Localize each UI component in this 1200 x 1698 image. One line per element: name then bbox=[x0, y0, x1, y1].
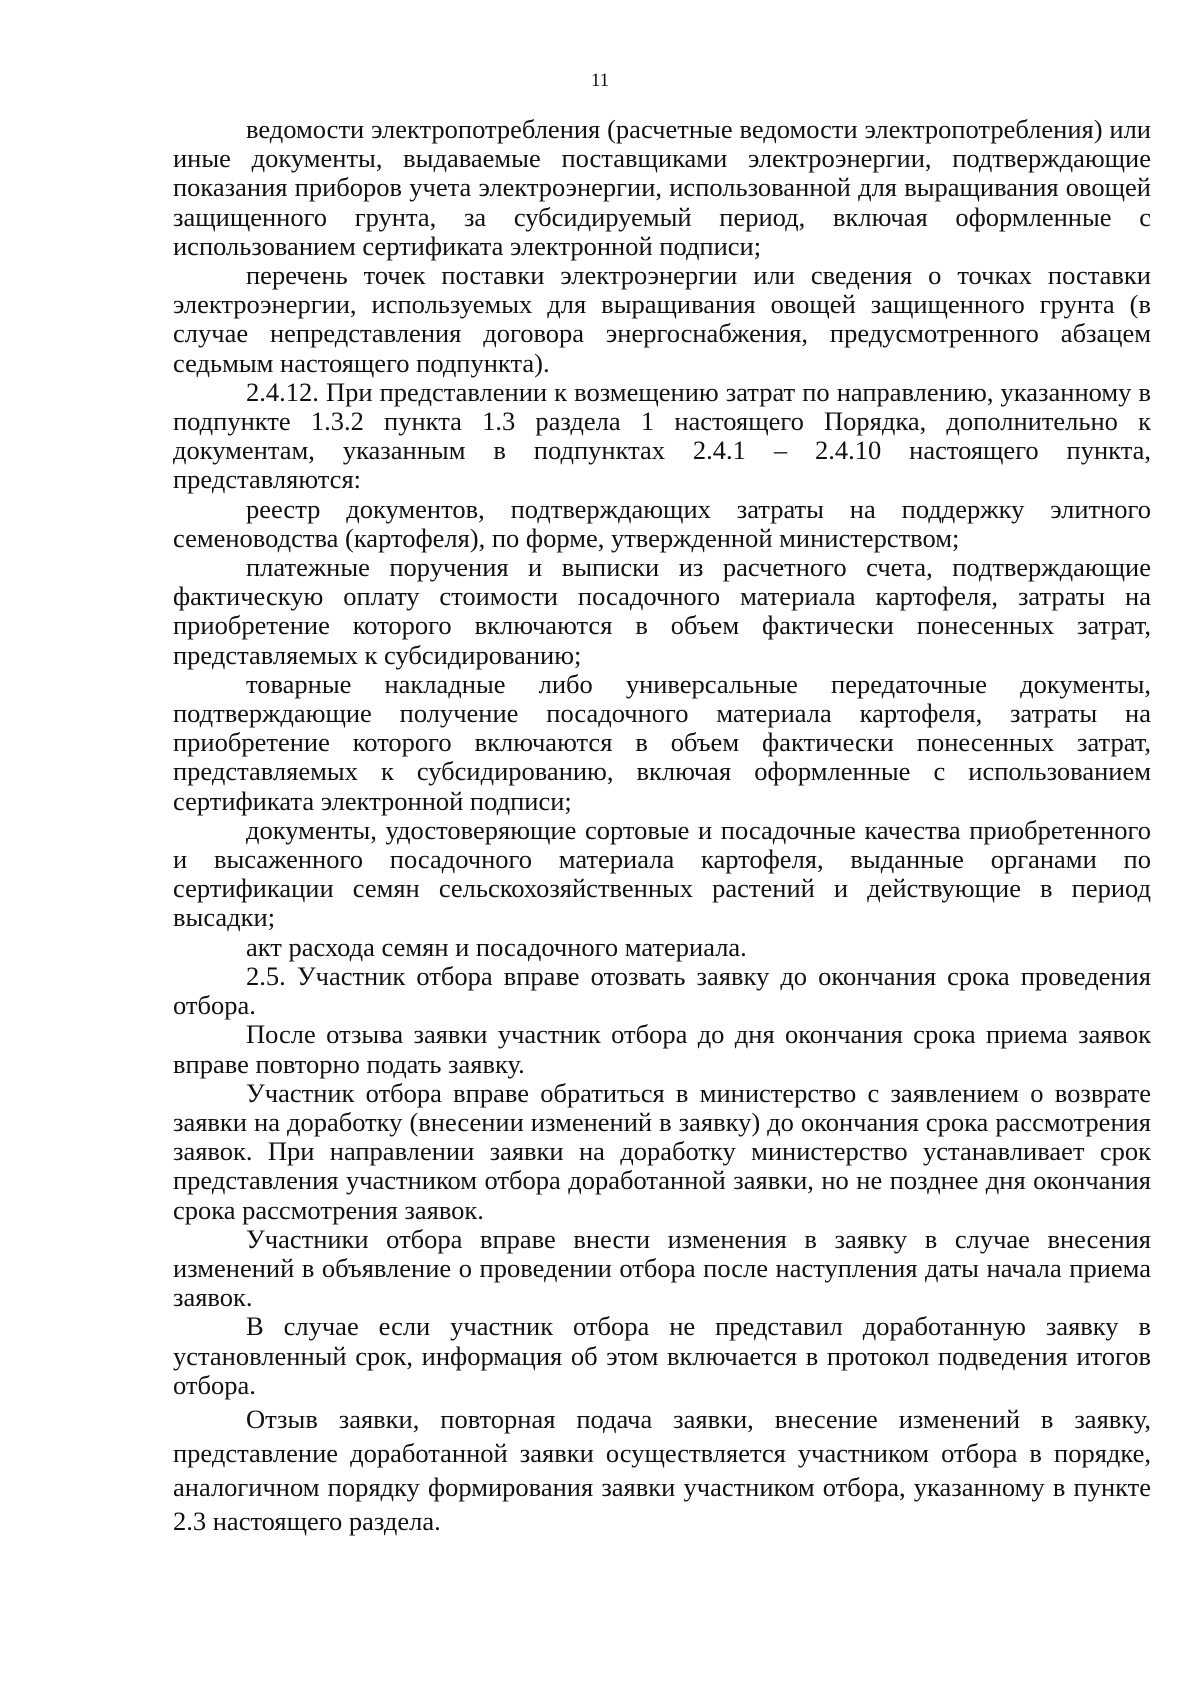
paragraph-not-submitted: В случае если участник отбора не представил доработанную заявку в установленный срок, информация об этом включается в протокол подведения итогов отбора. bbox=[173, 1311, 1151, 1400]
paragraph-resubmit: После отзыва заявки участник отбора до дня окончания срока приема заявок вправе повторно подать заявку. bbox=[173, 1019, 1151, 1079]
paragraph-electricity-statements: ведомости электропотребления (расчетные ведомости электропотребления) или иные документы, выдаваемые поставщиками электроэнергии, подтверждающие показания приборов учета электроэнергии, использованной для выращивания овощей защищенного грунта, за субсидируемый период, включая оформленные с использованием сертификата электронной подписи; bbox=[173, 114, 1151, 261]
paragraph-return-for-revision: Участник отбора вправе обратиться в министерство с заявлением о возврате заявки на доработку (внесении изменений в заявку) до окончания срока рассмотрения заявок. При направлении заявки на доработку министерство устанавливает срок представления участником отбора доработанной заявки, но не позднее дня окончания срока рассмотрения заявок. bbox=[173, 1077, 1151, 1225]
paragraph-payment-orders: платежные поручения и выписки из расчетного счета, подтверждающие фактическую оплату стоимости посадочного материала картофеля, затраты на приобретение которого включаются в объем фактически понесенных затрат, представляемых к субсидированию; bbox=[173, 552, 1151, 670]
paragraph-change-application: Участники отбора вправе внести изменения в заявку в случае внесения изменений в объявление о проведении отбора после наступления даты начала приема заявок. bbox=[173, 1223, 1151, 1313]
paragraph-2-5: 2.5. Участник отбора вправе отозвать заявку до окончания срока проведения отбора. bbox=[173, 960, 1151, 1021]
paragraph-registry: реестр документов, подтверждающих затраты на поддержку элитного семеноводства (картофеля), по форме, утвержденной министерством; bbox=[173, 493, 1151, 553]
paragraph-supply-points: перечень точек поставки электроэнергии или сведения о точках поставки электроэнергии, используемых для выращивания овощей защищенного грунта (в случае непредставления договора энергоснабжения, предусмотренного абзацем седьмым настоящего подпункта). bbox=[173, 260, 1151, 378]
document-body bbox=[173, 115, 1151, 1538]
page-number: 11 bbox=[590, 70, 610, 91]
paragraph-procedure: Отзыв заявки, повторная подача заявки, внесение изменений в заявку, представление доработанной заявки осуществляется участником отбора в порядке, аналогичном порядку формирования заявки участником отбора, указанному в пункте 2.3 настоящего раздела. bbox=[173, 1403, 1151, 1536]
paragraph-consignment-notes: товарные накладные либо универсальные передаточные документы, подтверждающие получение посадочного материала картофеля, затраты на приобретение которого включаются в объем фактически понесенных затрат, представляемых к субсидированию, включая оформленные с использованием сертификата электронной подписи; bbox=[173, 668, 1151, 816]
paragraph-quality-documents: документы, удостоверяющие сортовые и посадочные качества приобретенного и высаженного посадочного материала картофеля, выданные органами по сертификации семян сельскохозяйственных растений и действующие в период высадки; bbox=[173, 814, 1151, 933]
paragraph-2-4-12: 2.4.12. При представлении к возмещению затрат по направлению, указанному в подпункте 1.3.2 пункта 1.3 раздела 1 настоящего Порядка, дополнительно к документам, указанным в подпунктах 2.4.1 – 2.4.10 настоящего пункта, представляются: bbox=[173, 376, 1151, 495]
paragraph-seed-act: акт расхода семян и посадочного материала. bbox=[246, 931, 747, 962]
